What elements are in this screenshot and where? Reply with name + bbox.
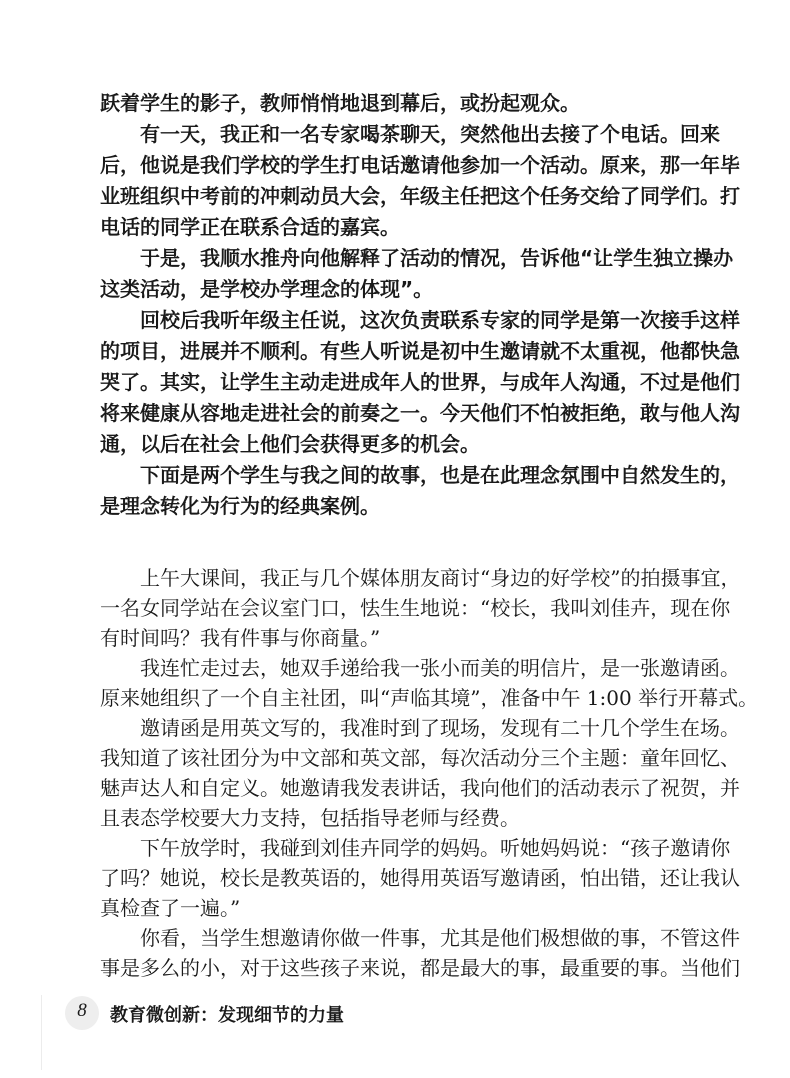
paragraph [100,243,734,305]
paragraph [100,563,741,653]
text-line: 一名女同学站在会议室门口，怯生生地说：“校长，我叫刘佳卉，现在你 [100,596,731,620]
text-line: 事是多么的小，对于这些孩子来说，都是最大的事，最重要的事。当他们 [100,956,740,980]
text-line: 邀请函是用英文写的，我准时到了现场，发现有二十几个学生在场。 [140,716,740,740]
text-line: 这类活动，是学校办学理念的体现”。 [100,277,434,301]
body-text-section-1 [100,88,740,522]
footer-divider [41,995,42,1070]
text-line: 通，以后在社会上他们会获得更多的机会。 [100,432,480,456]
text-line: 下面是两个学生与我之间的故事，也是在此理念氛围中自然发生的， [140,463,740,487]
text-line: 上午大课间，我正与几个媒体朋友商讨“身边的好学校”的拍摄事宜， [140,566,741,590]
text-line: 我知道了该社团分为中文部和英文部，每次活动分三个主题：童年回忆、 [100,746,740,770]
text-line: 后，他说是我们学校的学生打电话邀请他参加一个活动。原来，那一年毕 [100,153,740,177]
paragraph [100,923,740,983]
text-line: 我连忙走过去，她双手递给我一张小而美的明信片，是一张邀请函。 [140,656,740,680]
paragraph [100,833,740,923]
paragraph [100,305,740,460]
text-line: 且表态学校要大力支持，包括指导老师与经费。 [100,806,520,830]
text-line: 业班组织中考前的冲刺动员大会，年级主任把这个任务交给了同学们。打 [100,184,740,208]
paragraph [100,119,740,243]
text-line: 哭了。其实，让学生主动走进成年人的世界，与成年人沟通，不过是他们 [100,370,740,394]
text-line: 将来健康从容地走进社会的前奏之一。今天他们不怕被拒绝，敢与他人沟 [100,401,740,425]
text-line: 跃着学生的影子，教师悄悄地退到幕后，或扮起观众。 [100,91,580,115]
text-line: 有一天，我正和一名专家喝茶聊天，突然他出去接了个电话。回来 [140,122,720,146]
text-line: 的项目，进展并不顺利。有些人听说是初中生邀请就不太重视，他都快急 [100,339,740,363]
paragraph [100,653,759,713]
text-line: 回校后我听年级主任说，这次负责联系专家的同学是第一次接手这样 [140,308,740,332]
text-line: 于是，我顺水推舟向他解释了活动的情况，告诉他“让学生独立操办 [140,246,734,270]
text-line: 有时间吗？我有件事与你商量。” [100,626,381,650]
text-line: 下午放学时，我碰到刘佳卉同学的妈妈。听她妈妈说：“孩子邀请你 [140,836,731,860]
text-line: 了吗？她说，校长是教英语的，她得用英语写邀请函，怕出错，还让我认 [100,866,740,890]
body-text-section-2 [100,563,759,983]
text-line: 真检查了一遍。” [100,896,241,920]
text-line: 魅声达人和自定义。她邀请我发表讲话，我向他们的活动表示了祝贺，并 [100,776,740,800]
text-line: 你看，当学生想邀请你做一件事，尤其是他们极想做的事，不管这件 [140,926,740,950]
paragraph [100,460,740,522]
text-line: 电话的同学正在联系合适的嘉宾。 [100,215,400,239]
paragraph [100,88,702,119]
page-number: 8 [77,1000,87,1021]
text-line: 是理念转化为行为的经典案例。 [100,494,380,518]
text-line: 原来她组织了一个自主社团，叫“声临其境”，准备中午 1:00 举行开幕式。 [100,686,759,710]
running-footer-title: 教育微创新：发现细节的力量 [110,1005,344,1026]
paragraph [100,713,740,833]
